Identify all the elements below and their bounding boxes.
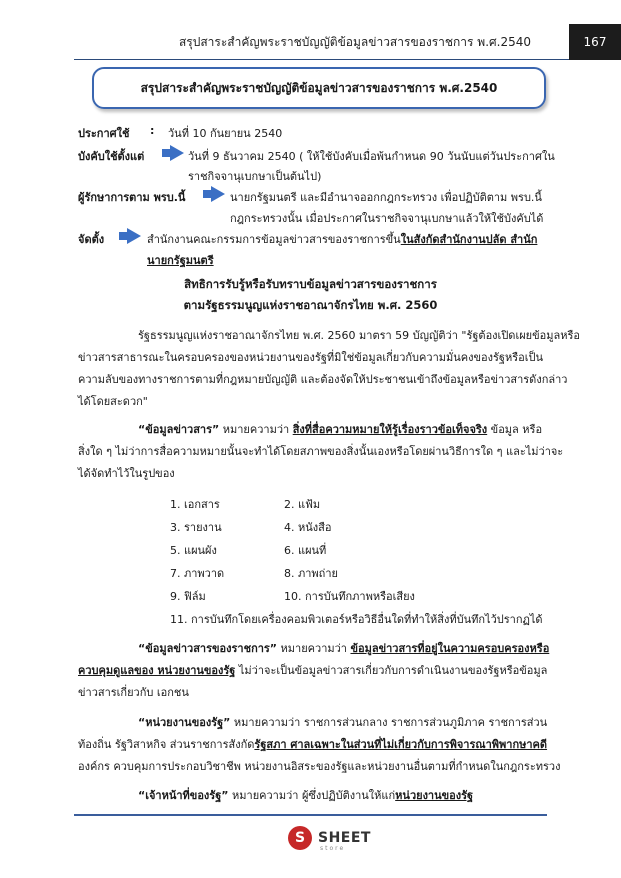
list-item: 8. ภาพถ่าย <box>284 567 338 580</box>
enforcer-label: ผู้รักษาการตาม พรบ.นี้ <box>78 191 186 204</box>
list-item: 1. เอกสาร <box>170 498 220 511</box>
announced-label: ประกาศใช้ <box>78 127 130 140</box>
effective-value-line2: ราชกิจจานุเบกษาเป็นต้นไป) <box>188 170 322 183</box>
effective-value-line1: วันที่ 9 ธันวาคม 2540 ( ให้ใช้บังคับเมื่อพ้นกำหนด 90 วันนับแต่วันประกาศใน <box>188 150 555 163</box>
header-divider <box>74 59 569 60</box>
announced-colon: : <box>150 124 155 137</box>
section-heading-line1: สิทธิการรับรู้หรือรับทราบข้อมูลข่าวสารของราชการ <box>184 277 437 291</box>
logo-s-icon: S <box>288 826 312 850</box>
section-heading-line2: ตามรัฐธรรมนูญแห่งราชอาณาจักรไทย พ.ศ. 2560 <box>183 298 438 312</box>
paragraph-line: ได้จัดทำไว้ในรูปของ <box>78 467 175 480</box>
paragraph-line: ข่าวสารสาธารณะในครอบครองของหน่วยงานของรัฐที่มิใช่ข้อมูลเกี่ยวกับความมั่นคงของรัฐหรือเป็น <box>78 351 544 364</box>
setup-value-line2: นายกรัฐมนตรี <box>147 254 214 267</box>
arrow-right-icon <box>170 145 184 161</box>
list-item: 4. หนังสือ <box>284 521 332 534</box>
paragraph-line: องค์กร ควบคุมการประกอบวิชาชีพ หน่วยงานอิสระของรัฐและหน่วยงานอื่นตามที่กำหนดในกฎกระทรวง <box>78 760 561 773</box>
definition-information: “ข้อมูลข่าวสาร” หมายความว่า สิ่งที่สื่อความหมายให้รู้เรื่องราวข้อเท็จจริง ข้อมูล หรือ <box>138 423 543 436</box>
publisher-logo <box>288 826 371 850</box>
paragraph-line: ความลับของทางราชการตามที่กฎหมายบัญญัติ และต้องจัดให้ประชาชนเข้าถึงข้อมูลหรือข่าวสารดังกล่าว <box>78 373 568 386</box>
list-item: 2. แฟ้ม <box>284 498 321 511</box>
logo-text: SHEET <box>318 830 371 846</box>
definition-government-agency: “หน่วยงานของรัฐ” หมายความว่า ราชการส่วนกลาง ราชการส่วนภูมิภาค ราชการส่วน <box>138 716 548 729</box>
definition-government-information: “ข้อมูลข่าวสารของราชการ” หมายความว่า ข้อมูลข่าวสารที่อยู่ในความครอบครองหรือ <box>138 642 550 655</box>
list-item: 11. การบันทึกโดยเครื่องคอมพิวเตอร์หรือวิธีอื่นใดที่ทำให้สิ่งที่บันทึกไว้ปรากฏได้ <box>170 613 543 626</box>
arrow-right-icon <box>211 186 225 202</box>
footer-divider <box>74 814 547 816</box>
paragraph-line: ข่าวสารเกี่ยวกับ เอกชน <box>78 686 189 699</box>
definition-government-official: “เจ้าหน้าที่ของรัฐ” หมายความว่า ผู้ซึ่งปฏิบัติงานให้แก่หน่วยงานของรัฐ <box>138 789 474 802</box>
list-item: 5. แผนผัง <box>170 544 217 557</box>
announced-value: วันที่ 10 กันยายน 2540 <box>168 127 283 140</box>
document-title: สรุปสาระสำคัญพระราชบัญญัติข้อมูลข่าวสารของราชการ พ.ศ.2540 <box>92 67 546 109</box>
enforcer-value-line1: นายกรัฐมนตรี และมีอำนาจออกกฎกระทรวง เพื่อปฏิบัติตาม พรบ.นี้ <box>230 191 542 204</box>
enforcer-value-line2: กฎกระทรวงนั้น เมื่อประกาศในราชกิจจานุเบกษาแล้วให้ใช้บังคับได้ <box>230 212 544 225</box>
paragraph-line: รัฐธรรมนูญแห่งราชอาณาจักรไทย พ.ศ. 2560 มาตรา 59 บัญญัติว่า "รัฐต้องเปิดเผยข้อมูลหรือ <box>138 329 580 342</box>
list-item: 6. แผนที่ <box>284 544 327 557</box>
effective-label: บังคับใช้ตั้งแต่ <box>78 150 145 163</box>
paragraph-line: สิ่งใด ๆ ไม่ว่าการสื่อความหมายนั้นจะทำได้โดยสภาพของสิ่งนั้นเองหรือโดยผ่านวิธีการใด ๆ และไม่ว่าจะ <box>78 445 564 458</box>
page-number: 167 <box>569 24 621 60</box>
list-item: 3. รายงาน <box>170 521 222 534</box>
paragraph-line: ท้องถิ่น รัฐวิสาหกิจ ส่วนราชการสังกัดรัฐสภา ศาลเฉพาะในส่วนที่ไม่เกี่ยวกับการพิจารณาพิพากษาคดี <box>78 738 548 751</box>
running-header: สรุปสาระสำคัญพระราชบัญญัติข้อมูลข่าวสารของราชการ พ.ศ.2540 <box>178 35 531 49</box>
setup-value-line1: สำนักงานคณะกรรมการข้อมูลข่าวสารของราชการขึ้นในสังกัดสำนักงานปลัด สำนัก <box>147 233 538 246</box>
setup-label: จัดตั้ง <box>78 233 105 246</box>
list-item: 7. ภาพวาด <box>170 567 225 580</box>
paragraph-line: ได้โดยสะดวก" <box>78 395 148 408</box>
list-item: 9. ฟิล์ม <box>170 590 206 603</box>
logo-subtext: store <box>320 845 346 852</box>
arrow-right-icon <box>127 228 141 244</box>
list-item: 10. การบันทึกภาพหรือเสียง <box>284 590 415 603</box>
paragraph-line: ควบคุมดูแลของ หน่วยงานของรัฐ ไม่ว่าจะเป็นข้อมูลข่าวสารเกี่ยวกับการดำเนินงานของรัฐหรือข้อมูล <box>78 664 548 677</box>
